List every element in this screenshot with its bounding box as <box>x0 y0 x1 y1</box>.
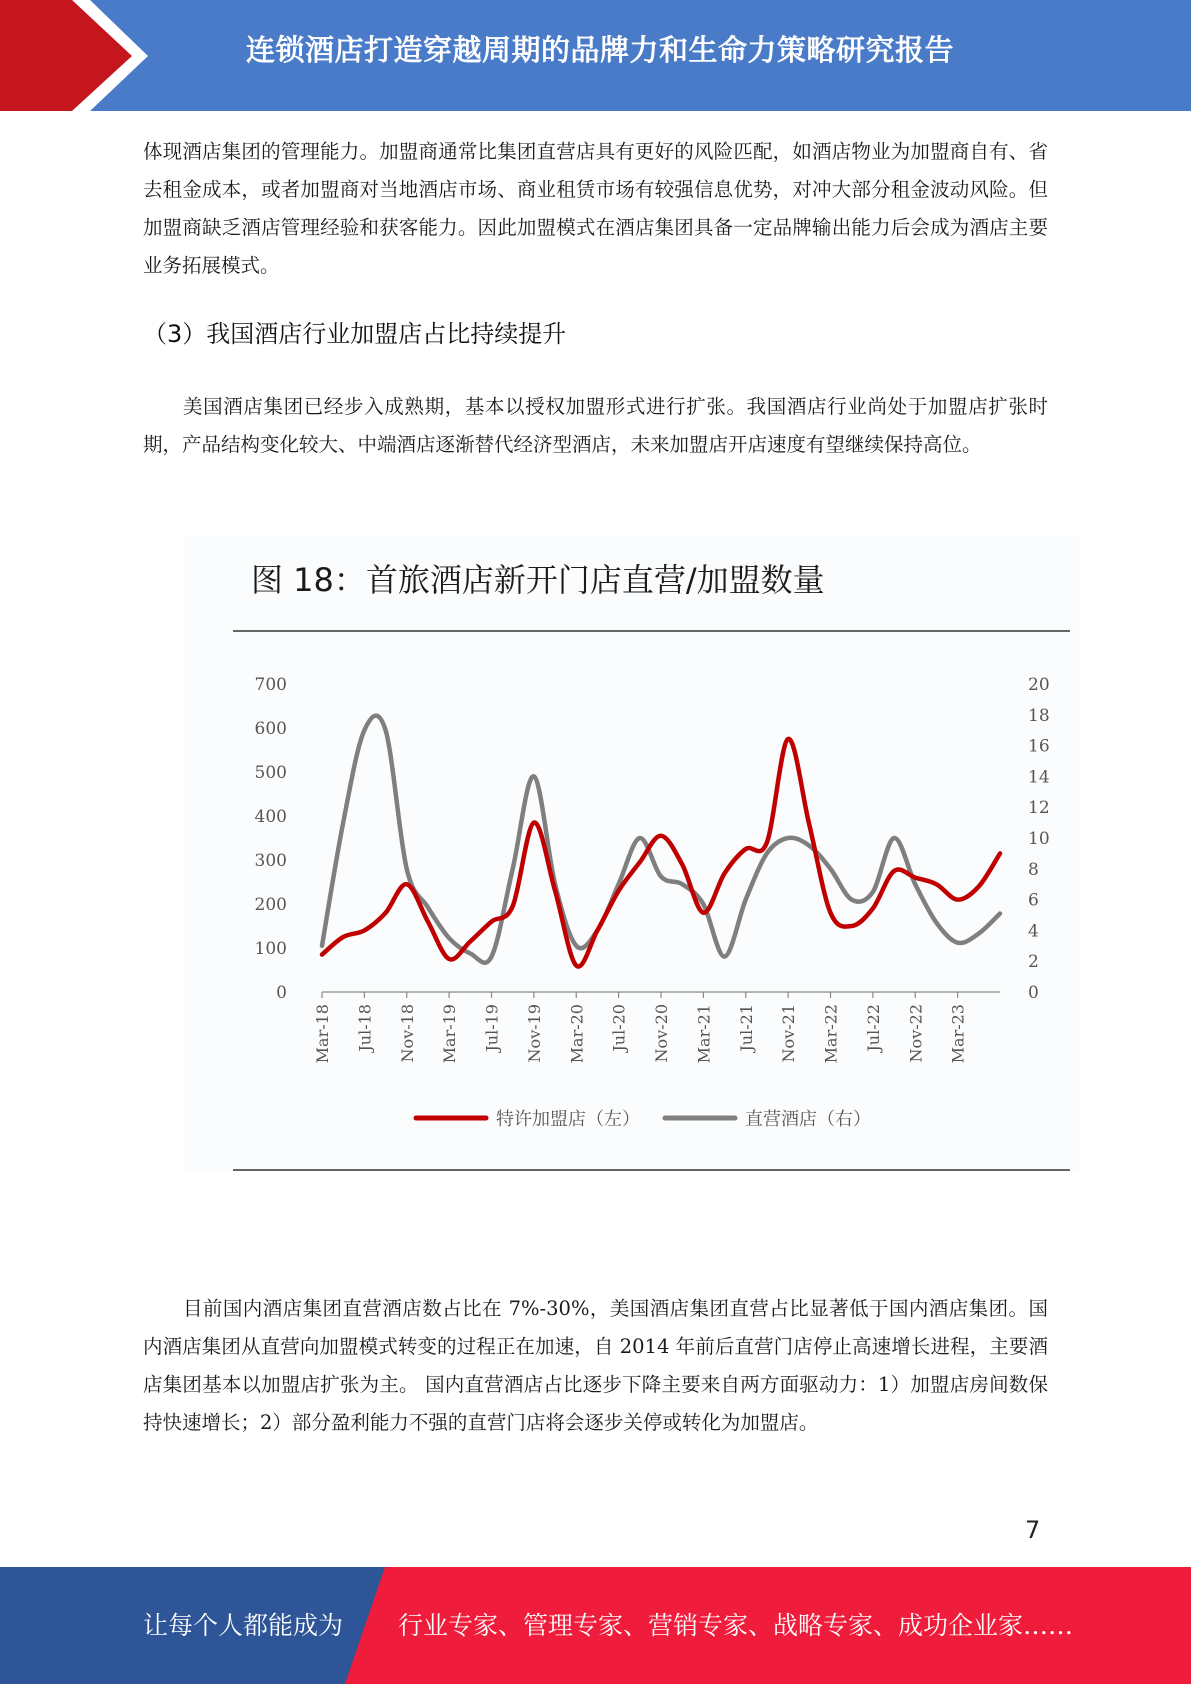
bottom-axis <box>313 992 1000 1063</box>
right-axis-tick-label: 6 <box>1028 890 1039 911</box>
right-axis-tick-label: 8 <box>1028 859 1039 880</box>
x-axis-tick-label: Nov-19 <box>524 1004 544 1063</box>
x-axis-tick-label: Mar-18 <box>313 1004 332 1064</box>
series-layer <box>322 716 1000 967</box>
x-axis-tick-label: Jul-21 <box>736 1004 756 1052</box>
right-axis-tick-label: 10 <box>1028 829 1050 849</box>
left-axis-tick-label: 300 <box>254 851 287 871</box>
x-axis-tick-label: Nov-18 <box>397 1004 417 1063</box>
x-axis-tick-label: Nov-20 <box>652 1004 671 1063</box>
right-axis-tick-label: 16 <box>1028 736 1050 757</box>
left-axis-tick-label: 700 <box>254 675 287 695</box>
left-axis-tick-label: 500 <box>254 763 287 783</box>
series-line-direct <box>322 716 1000 963</box>
x-axis-tick-label: Nov-22 <box>906 1004 926 1063</box>
x-axis-tick-label: Jul-22 <box>863 1004 883 1052</box>
right-axis-tick-label: 18 <box>1028 705 1050 726</box>
chart-legend <box>416 1109 871 1130</box>
x-axis-tick-label: Mar-21 <box>694 1004 714 1064</box>
line-chart <box>183 536 1079 1172</box>
report-title: 连锁酒店打造穿越周期的品牌力和生命力策略研究报告 <box>246 33 955 67</box>
right-axis-tick-label: 0 <box>1028 983 1039 1003</box>
x-axis-tick-label: Nov-21 <box>779 1004 799 1063</box>
footer-slogan-right: 行业专家、管理专家、营销专家、战略专家、成功企业家…… <box>398 1611 1074 1640</box>
x-axis-tick-label: Mar-20 <box>567 1004 587 1064</box>
figure-18 <box>183 536 1079 1172</box>
x-axis-tick-label: Jul-19 <box>482 1004 502 1052</box>
right-axis-tick-label: 4 <box>1028 921 1039 942</box>
right-axis <box>1028 675 1050 1003</box>
us-expansion-paragraph: 美国酒店集团已经步入成熟期，基本以授权加盟形式进行扩张。我国酒店行业尚处于加盟店扩张时期，产品结构变化较大、中端酒店逐渐替代经济型酒店，未来加盟店开店速度有望继续保持高位。 <box>143 395 1048 456</box>
page-footer <box>0 1567 1191 1684</box>
intro-paragraph: 体现酒店集团的管理能力。加盟商通常比集团直营店具有更好的风险匹配，如酒店物业为加盟商自有、省去租金成本，或者加盟商对当地酒店市场、商业租赁市场有较强信息优势，对冲大部分租金波动风险。但加盟商缺乏酒店管理经验和获客能力。因此加盟模式在酒店集团具备一定品牌输出能力后会成为酒店主要业务拓展模式。 <box>143 140 1048 277</box>
right-axis-tick-label: 12 <box>1028 798 1050 819</box>
right-axis-tick-label: 2 <box>1028 952 1039 973</box>
left-axis-tick-label: 100 <box>254 939 287 959</box>
left-axis-tick-label: 200 <box>254 895 287 915</box>
x-axis-tick-label: Jul-20 <box>609 1004 629 1052</box>
x-axis-tick-label: Mar-22 <box>821 1004 841 1064</box>
left-axis <box>255 675 287 1003</box>
series-line-franchise <box>322 739 1000 967</box>
page-number: 7 <box>1025 1516 1041 1544</box>
left-axis-tick-label: 0 <box>276 983 287 1003</box>
legend-label-direct: 直营酒店（右） <box>745 1109 871 1130</box>
x-axis-tick-label: Mar-23 <box>948 1004 968 1064</box>
section-heading: （3）我国酒店行业加盟店占比持续提升 <box>143 320 567 348</box>
right-axis-tick-label: 14 <box>1028 767 1050 788</box>
x-axis-tick-label: Jul-18 <box>355 1004 375 1052</box>
page-header <box>0 0 1191 111</box>
direct-ratio-paragraph: 目前国内酒店集团直营酒店数占比在 7%-30%，美国酒店集团直营占比显著低于国内酒店集团。国内酒店集团从直营向加盟模式转变的过程正在加速，自 2014 年前后直营门店停止高速增长进程，主要酒店集团基本以加盟店扩张为主。 国内直营酒店占比逐步下降主要来自两方面驱动力：1）加盟店房间数保持快速增长；2）部分盈利能力不强的直营门店将会逐步关停或转化为加盟店。 <box>143 1297 1048 1434</box>
left-axis-tick-label: 400 <box>254 807 287 827</box>
footer-slogan-left: 让每个人都能成为 <box>143 1611 344 1640</box>
right-axis-tick-label: 20 <box>1028 675 1050 695</box>
chart-title: 图 18：首旅酒店新开门店直营/加盟数量 <box>251 561 825 599</box>
left-axis-tick-label: 600 <box>254 719 287 739</box>
x-axis-tick-label: Mar-19 <box>440 1004 460 1064</box>
legend-label-franchise: 特许加盟店（左） <box>496 1109 640 1130</box>
